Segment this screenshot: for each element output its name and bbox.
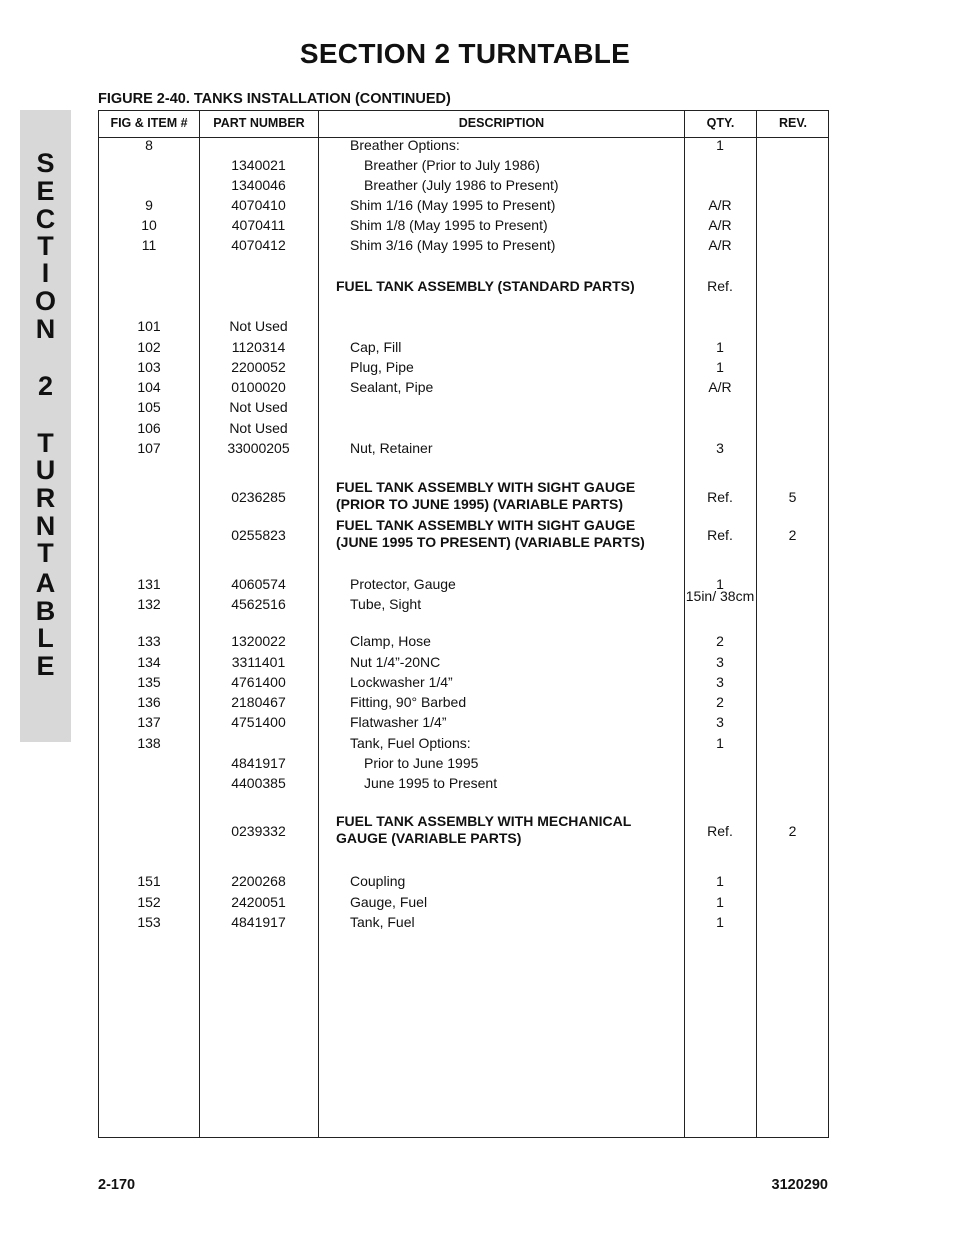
part-number: 2200268 [231,873,286,889]
column-divider [199,110,200,1138]
item-number: 132 [137,596,161,612]
revision: 2 [788,527,797,543]
figure-title: FIGURE 2-40. TANKS INSTALLATION (CONTINUED) [98,91,451,107]
item-number: 134 [137,654,161,670]
item-number: 11 [141,237,157,253]
part-number: 4060574 [231,576,286,592]
quantity: 1 [716,359,724,375]
item-number: 10 [141,217,157,233]
side-tab-letter: B [35,596,56,626]
description: Plug, Pipe [350,359,414,375]
part-number: 4400385 [231,775,286,791]
quantity: A/R [708,217,732,233]
header-part-number: PART NUMBER [213,116,305,130]
item-number: 101 [137,318,161,334]
item-number: 153 [137,914,161,930]
header-rev: REV. [778,116,808,130]
page-number: 2-170 [98,1177,136,1193]
document-number: 3120290 [771,1177,828,1193]
side-tab-letter: T [37,428,54,458]
header-description: DESCRIPTION [458,116,545,130]
column-divider [756,110,757,1138]
quantity: 3 [716,714,724,730]
part-number: 0255823 [231,527,286,543]
item-number: 8 [145,137,153,153]
quantity: Ref. [707,823,733,839]
side-tab-letter: C [35,204,56,234]
part-number: 0239332 [231,823,286,839]
quantity: A/R [708,197,732,213]
quantity: 1 [716,735,724,751]
revision: 2 [788,823,797,839]
part-number: 4761400 [231,674,286,690]
description: Breather (Prior to July 1986) [364,157,540,173]
description: FUEL TANK ASSEMBLY (STANDARD PARTS) [336,278,635,294]
item-number: 104 [137,379,161,395]
item-number: 136 [137,694,161,710]
item-number: 133 [137,633,161,649]
side-tab-letter: 2 [37,371,54,401]
item-number: 151 [137,873,161,889]
part-number: 1340046 [231,177,286,193]
side-tab-letter: T [37,538,54,568]
quantity: A/R [708,379,732,395]
header-fig-item: FIG & ITEM # [110,116,188,130]
part-number: 4841917 [231,914,286,930]
page-title: SECTION 2 TURNTABLE [299,38,631,69]
side-tab-letter: L [37,623,54,653]
side-tab-letter: A [35,568,56,598]
side-tab-letter: R [35,483,56,513]
description: Gauge, Fuel [350,894,428,910]
quantity: A/R [708,237,732,253]
description: Shim 1/16 (May 1995 to Present) [350,197,556,213]
item-number: 135 [137,674,161,690]
item-number: 103 [137,359,161,375]
description: Nut 1/4”-20NC [350,654,441,670]
section-side-tab [20,110,71,742]
item-number: 107 [137,440,161,456]
item-number: 9 [145,197,153,213]
description: Prior to June 1995 [364,755,479,771]
side-tab-letter: E [36,651,55,681]
item-number: 138 [137,735,161,751]
part-number: Not Used [229,318,288,334]
description: Protector, Gauge [350,576,456,592]
quantity: 1 [716,873,724,889]
quantity: 1 [716,894,724,910]
item-number: 102 [137,339,161,355]
description: June 1995 to Present [364,775,498,791]
part-number: 2420051 [231,894,286,910]
part-number: Not Used [229,420,288,436]
part-number: 2200052 [231,359,286,375]
part-number: 4751400 [231,714,286,730]
quantity: 3 [716,674,724,690]
quantity: 1 [716,339,724,355]
part-number: 1120314 [231,339,286,355]
item-number: 131 [137,576,161,592]
header-qty: QTY. [706,116,735,130]
side-tab-letter: N [35,511,56,541]
part-number: 3311401 [231,654,286,670]
description: FUEL TANK ASSEMBLY WITH SIGHT GAUGE (PRIOR TO JUNE 1995) (VARIABLE PARTS) [336,479,636,512]
quantity: 3 [716,440,724,456]
description: Shim 1/8 (May 1995 to Present) [350,217,548,233]
side-tab-letter: S [36,148,55,178]
description: Tank, Fuel [350,914,415,930]
quantity: 3 [716,654,724,670]
column-divider [684,110,685,1138]
description: Cap, Fill [350,339,402,355]
quantity: 1 [716,914,724,930]
quantity: Ref. [707,527,733,543]
item-number: 105 [137,399,161,415]
side-tab-letter: N [35,314,56,344]
description: Breather (July 1986 to Present) [364,177,559,193]
item-number: 106 [137,420,161,436]
part-number: 0236285 [231,489,286,505]
side-tab-letter: T [37,231,54,261]
quantity: 2 [716,633,724,649]
part-number: 1340021 [231,157,286,173]
side-tab-letter: I [41,258,50,288]
description: Clamp, Hose [350,633,431,649]
part-number: 1320022 [231,633,286,649]
quantity: 2 [716,694,724,710]
quantity: Ref. [707,278,733,294]
description: Shim 3/16 (May 1995 to Present) [350,237,556,253]
description: FUEL TANK ASSEMBLY WITH MECHANICAL GAUGE (VARIABLE PARTS) [336,813,632,846]
side-tab-letter: U [35,455,56,485]
description: Fitting, 90° Barbed [350,694,467,710]
part-number: 4070412 [231,237,286,253]
description: Nut, Retainer [350,440,433,456]
quantity: Ref. [707,489,733,505]
item-number: 152 [137,894,161,910]
side-tab-letter: E [36,176,55,206]
description: Coupling [350,873,406,889]
part-number: 4070411 [231,217,286,233]
description: Flatwasher 1/4” [350,714,447,730]
description: FUEL TANK ASSEMBLY WITH SIGHT GAUGE (JUNE 1995 TO PRESENT) (VARIABLE PARTS) [336,517,645,550]
revision: 5 [788,489,797,505]
part-number: 4841917 [231,755,286,771]
part-number: 4562516 [231,596,286,612]
column-divider [318,110,319,1138]
side-tab-letter: O [34,286,56,316]
part-number: 2180467 [231,694,286,710]
description: Lockwasher 1/4” [350,674,453,690]
part-number: 33000205 [227,440,290,456]
description: Tank, Fuel Options: [350,735,471,751]
part-number: 0100020 [231,379,286,395]
description: Sealant, Pipe [350,379,434,395]
item-number: 137 [137,714,161,730]
quantity: 15in/ 38cm [685,588,755,604]
quantity: 1 [716,576,724,592]
parts-table [98,110,829,1138]
part-number: 4070410 [231,197,286,213]
quantity: 1 [716,137,724,153]
part-number: Not Used [229,399,288,415]
description: Breather Options: [350,137,460,153]
description: Tube, Sight [350,596,422,612]
